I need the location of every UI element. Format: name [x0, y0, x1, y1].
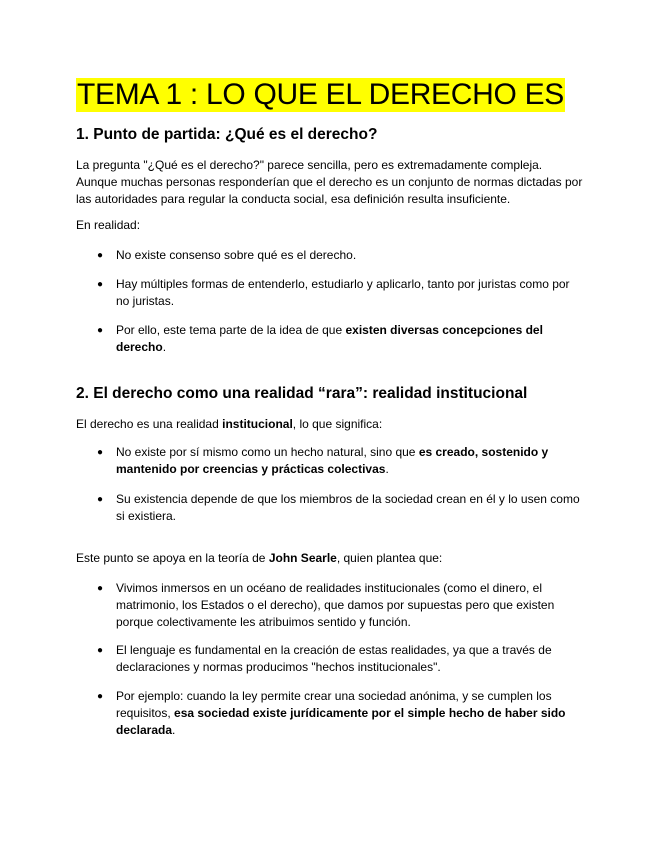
list-item: [97, 322, 586, 356]
list-item: [97, 444, 586, 478]
text-run: .: [172, 723, 176, 737]
text-run: Por ello, este tema parte de la idea de que: [116, 323, 346, 337]
section-2-lead: [76, 550, 586, 567]
text-run: , lo que significa:: [292, 417, 383, 431]
bullet-icon: ●: [97, 279, 104, 290]
bold-text: institucional: [222, 417, 293, 431]
text-run: Hay múltiples formas de entenderlo, estudiarlo y aplicarlo, tanto por juristas como por no juristas.: [116, 277, 570, 308]
text-run: Su existencia depende de que los miembros de la sociedad crean en él y lo usen como si existiera.: [116, 492, 580, 523]
bullet-icon: ●: [97, 250, 104, 261]
bullet-icon: ●: [97, 447, 104, 458]
bullet-icon: ●: [97, 583, 104, 594]
document-title: TEMA 1 : LO QUE EL DERECHO ES: [77, 78, 564, 111]
text-run: Vivimos inmersos en un océano de realidades institucionales (como el dinero, el matrimonio, los Estados o el derecho), que damos por supuestas pero que existen porque colectivamente les atribuimos sentido y función.: [116, 581, 555, 629]
bullet-icon: ●: [97, 645, 104, 656]
text-run: No existe consenso sobre qué es el derecho.: [116, 248, 357, 262]
bullet-icon: ●: [97, 325, 104, 336]
list-item: [97, 642, 586, 676]
bold-text: es creado, sostenido y mantenido por creencias y prácticas colectivas: [116, 445, 549, 476]
list-item: [97, 276, 586, 310]
list-item: [97, 580, 586, 631]
text-run: .: [162, 340, 167, 354]
section-2-heading: 2. El derecho como una realidad “rara”: realidad institucional: [76, 385, 528, 402]
section-2-intro: [76, 416, 586, 433]
bold-text: esa sociedad existe jurídicamente por el simple hecho de haber sido declarada: [116, 706, 566, 737]
bold-text: John Searle: [268, 551, 337, 565]
list-item: [97, 491, 586, 525]
text-run: El lenguaje es fundamental en la creación de estas realidades, ya que a través de declaraciones y normas producimos "hechos institucionales".: [116, 643, 552, 674]
text-run: La pregunta "¿Qué es el derecho?" parece sencilla, pero es extremadamente compleja. Aunque muchas personas responderían que el derecho es un conjunto de normas dictadas por las autoridades para regular la conducta social, esa definición resulta insuficiente.: [76, 158, 583, 206]
bullet-icon: ●: [97, 494, 104, 505]
text-run: No existe por sí mismo como un hecho natural, sino que: [116, 445, 419, 459]
bullet-icon: ●: [97, 691, 104, 702]
bold-text: existen diversas concepciones del derecho: [116, 323, 543, 354]
section-1-lead: [76, 217, 586, 234]
text-run: En realidad:: [76, 218, 141, 232]
list-item: [97, 688, 586, 739]
text-run: El derecho es una realidad: [76, 417, 223, 431]
section-1-intro: [76, 157, 586, 208]
text-run: .: [385, 462, 389, 476]
section-1-heading: 1. Punto de partida: ¿Qué es el derecho?: [76, 126, 378, 143]
text-run: , quien plantea que:: [336, 551, 443, 565]
list-item: [97, 247, 586, 264]
text-run: Por ejemplo: cuando la ley permite crear una sociedad anónima, y se cumplen los requisitos,: [116, 689, 552, 720]
text-run: Este punto se apoya en la teoría de: [76, 551, 269, 565]
